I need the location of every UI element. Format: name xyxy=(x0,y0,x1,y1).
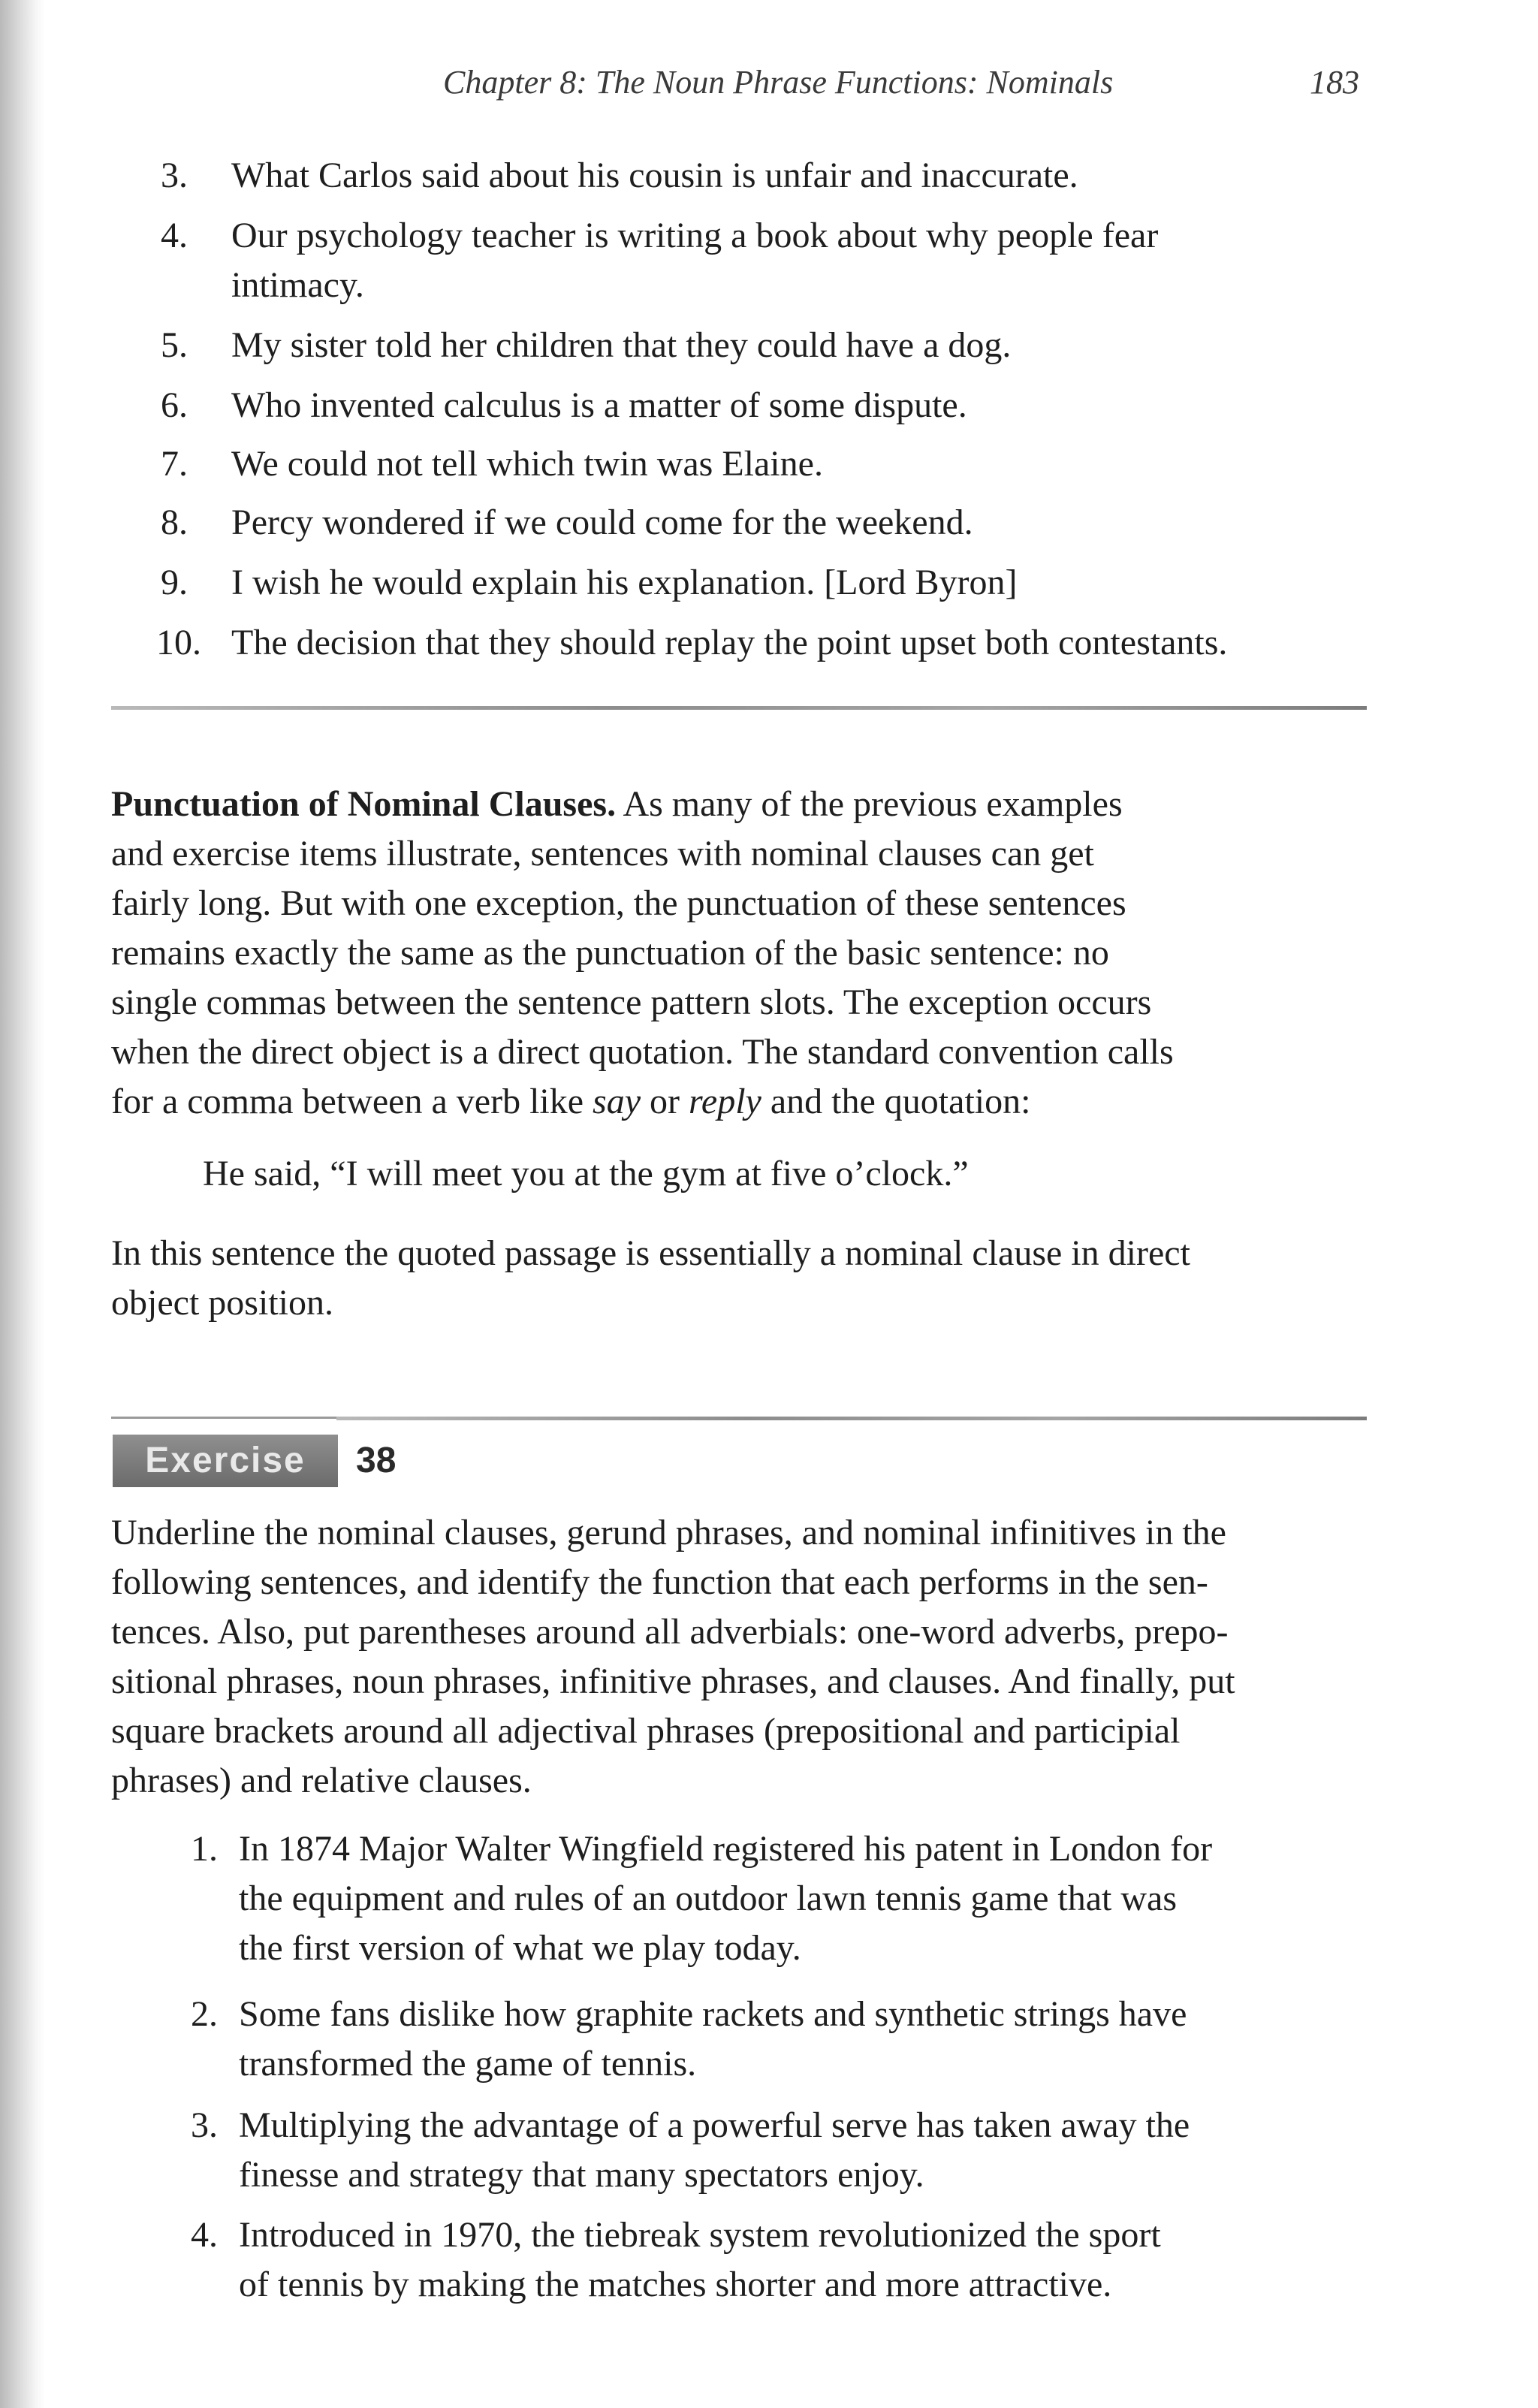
item-number: 1. xyxy=(191,1829,218,1869)
paragraph-line: and exercise items illustrate, sentences with nominal clauses can get xyxy=(111,834,1094,874)
item-number: 4. xyxy=(191,2215,218,2255)
paragraph-text: or xyxy=(641,1082,689,1121)
item-text-continued: intimacy. xyxy=(231,265,364,305)
item-number: 4. xyxy=(161,216,188,255)
chapter-title: Chapter 8: The Noun Phrase Functions: Nominals xyxy=(443,64,1114,101)
section-heading: Punctuation of Nominal Clauses. xyxy=(111,784,617,824)
item-text: Introduced in 1970, the tiebreak system revolutionized the sport xyxy=(239,2215,1161,2255)
paragraph-line xyxy=(111,780,1367,829)
page-gutter-shadow xyxy=(0,0,45,2408)
item-number: 2. xyxy=(191,1994,218,2034)
paragraph-line: when the direct object is a direct quotation. The standard convention calls xyxy=(111,1032,1174,1072)
instruction-line: following sentences, and identify the function that each performs in the sen- xyxy=(111,1562,1208,1602)
item-text-continued: of tennis by making the matches shorter and more attractive. xyxy=(239,2265,1112,2304)
running-head xyxy=(443,63,1359,116)
item-text: The decision that they should replay the point upset both contestants. xyxy=(231,623,1228,662)
exercise-header-rule xyxy=(336,1417,1367,1420)
instruction-line: sitional phrases, noun phrases, infinitive phrases, and clauses. And finally, put xyxy=(111,1661,1235,1701)
item-number: 3. xyxy=(161,155,188,195)
item-number: 10. xyxy=(156,623,201,662)
exercise-badge-label: Exercise xyxy=(145,1441,306,1480)
exercise-header-rule-left xyxy=(111,1417,336,1419)
item-text: Percy wondered if we could come for the weekend. xyxy=(231,502,973,542)
italic-term: reply xyxy=(689,1082,761,1121)
exercise-number: 38 xyxy=(356,1441,397,1480)
item-text-continued: the first version of what we play today. xyxy=(239,1928,801,1968)
item-text-continued: transformed the game of tennis. xyxy=(239,2044,697,2084)
page-number: 183 xyxy=(1310,64,1359,101)
paragraph-line: remains exactly the same as the punctuation of the basic sentence: no xyxy=(111,933,1109,973)
item-number: 6. xyxy=(161,385,188,425)
item-number: 9. xyxy=(161,563,188,602)
item-number: 3. xyxy=(191,2105,218,2145)
item-text: Multiplying the advantage of a powerful serve has taken away the xyxy=(239,2105,1190,2145)
instruction-line: phrases) and relative clauses. xyxy=(111,1761,532,1800)
paragraph-text: As many of the previous examples xyxy=(623,784,1123,824)
item-number: 5. xyxy=(161,325,188,365)
paragraph-text: and the quotation: xyxy=(761,1082,1031,1121)
item-number: 7. xyxy=(161,444,188,484)
instruction-line: Underline the nominal clauses, gerund phrases, and nominal infinitives in the xyxy=(111,1513,1226,1553)
item-text: In 1874 Major Walter Wingfield registered his patent in London for xyxy=(239,1829,1213,1869)
paragraph-line: fairly long. But with one exception, the punctuation of these sentences xyxy=(111,883,1126,923)
example-quotation: He said, “I will meet you at the gym at five o’clock.” xyxy=(203,1154,969,1193)
paragraph-line xyxy=(111,1077,1367,1127)
exercise-badge xyxy=(113,1435,338,1487)
instruction-line: square brackets around all adjectival phrases (prepositional and participial xyxy=(111,1711,1181,1751)
exercise-instructions xyxy=(111,1508,1367,1806)
paragraph-line: In this sentence the quoted passage is essentially a nominal clause in direct xyxy=(111,1233,1190,1273)
paragraph-line: single commas between the sentence pattern slots. The exception occurs xyxy=(111,982,1152,1022)
item-text: We could not tell which twin was Elaine. xyxy=(231,444,823,484)
item-text: Who invented calculus is a matter of some dispute. xyxy=(231,385,967,425)
instruction-line: tences. Also, put parentheses around all adverbials: one-word adverbs, prepo- xyxy=(111,1612,1229,1652)
item-text-continued: finesse and strategy that many spectators enjoy. xyxy=(239,2155,924,2195)
follow-up-paragraph xyxy=(111,1229,1367,1328)
item-number: 8. xyxy=(161,502,188,542)
item-text: What Carlos said about his cousin is unfair and inaccurate. xyxy=(231,155,1078,195)
paragraph-line: object position. xyxy=(111,1283,333,1323)
section-divider xyxy=(111,706,1367,710)
item-text: My sister told her children that they could have a dog. xyxy=(231,325,1012,365)
item-text-continued: the equipment and rules of an outdoor lawn tennis game that was xyxy=(239,1878,1178,1918)
italic-term: say xyxy=(593,1082,641,1121)
item-text: I wish he would explain his explanation. [Lord Byron] xyxy=(231,563,1018,602)
punctuation-paragraph xyxy=(111,780,1367,1127)
item-text: Our psychology teacher is writing a book about why people fear xyxy=(231,216,1159,255)
paragraph-text: for a comma between a verb like xyxy=(111,1082,593,1121)
item-text: Some fans dislike how graphite rackets and synthetic strings have xyxy=(239,1994,1187,2034)
